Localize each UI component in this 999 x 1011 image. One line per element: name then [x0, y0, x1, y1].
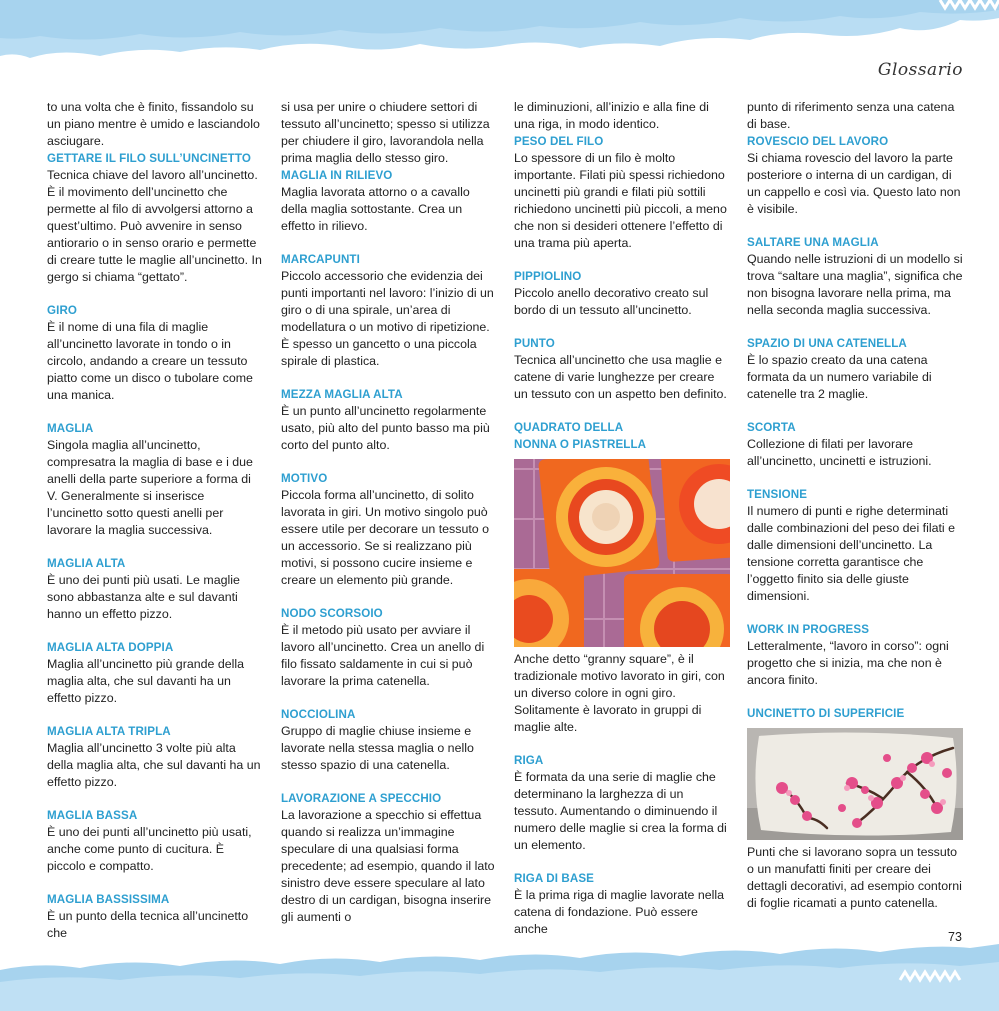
glossary-column-3 — [514, 99, 730, 954]
glossary-term: GETTARE IL FILO SULL’UNCINETTO — [47, 152, 251, 165]
glossary-entry — [514, 335, 730, 403]
glossary-entry — [747, 621, 963, 689]
glossary-term: MOTIVO — [281, 472, 328, 485]
glossary-definition: Lo spessore di un filo è molto importante. Filati più spessi richiedono uncinetti più grandi e filati più sottili richiedono uncinetti più piccoli, a meno che non si desideri ottenere l’effetto di una trama più aperta. — [514, 151, 727, 250]
glossary-entry — [281, 251, 495, 370]
glossary-definition: Piccolo anello decorativo creato sul bordo di un tessuto all’uncinetto. — [514, 286, 709, 317]
glossary-definition: È uno dei punti all’uncinetto più usati, anche come punto di cucitura. È piccolo e compatto. — [47, 825, 252, 873]
glossary-entry — [281, 790, 495, 926]
top-decorative-band — [0, 0, 999, 70]
glossary-term: RIGA DI BASE — [514, 872, 595, 885]
column-intro-text: punto di riferimento senza una catena di base. — [747, 100, 955, 131]
glossary-definition: Tecnica chiave del lavoro all’uncinetto. È il movimento dell’uncinetto che permette al filo di avvolgersi attorno a quest’ultimo. Può avvenire in senso antiorario o in senso orario e permette di creare tutte le maglie all’uncinetto. In gergo si chiama “gettato”. — [47, 168, 262, 284]
glossary-term: MAGLIA BASSA — [47, 809, 138, 822]
glossary-term: UNCINETTO DI SUPERFICIE — [747, 707, 905, 720]
glossary-entry — [747, 705, 963, 912]
glossary-entry — [281, 706, 495, 774]
bottom-decorative-band — [0, 940, 999, 1011]
column-intro-text: le diminuzioni, all’inizio e alla fine di una riga, in modo identico. — [514, 100, 709, 131]
glossary-entry — [747, 133, 963, 218]
glossary-definition: Quando nelle istruzioni di un modello si trova “saltare una maglia”, significa che non bisogna lavorare nella prima, ma nella seconda maglia successiva. — [747, 252, 963, 317]
glossary-entry — [47, 150, 263, 286]
glossary-term: MARCAPUNTI — [281, 253, 360, 266]
glossary-entry — [747, 335, 963, 403]
glossary-definition: La lavorazione a specchio si effettua quando si realizza un’immagine speculare di una qualsiasi forma precedente; ad esempio, quando il lato sinistro deve essere speculare al lato destro di un cardigan, bisogna inserire gli aumenti o — [281, 808, 495, 924]
glossary-entry — [747, 419, 963, 470]
column-intro-text: si usa per unire o chiudere settori di tessuto all’uncinetto; spesso si utilizza per chiudere il giro, lavorandola nella prima maglia dello stesso giro. — [281, 100, 490, 165]
glossary-term: TENSIONE — [747, 488, 808, 501]
embroidered-cushion-photo — [747, 728, 963, 840]
glossary-term: MAGLIA BASSISSIMA — [47, 893, 170, 906]
glossary-definition: Gruppo di maglie chiuse insieme e lavorate nella stessa maglia o nello stesso spazio di una catenella. — [281, 724, 474, 772]
glossary-term: RIGA — [514, 754, 544, 767]
glossary-definition: È formata da una serie di maglie che determinano la larghezza di un tessuto. Aumentando o diminuendo il numero delle maglie si crea la forma di un elemento. — [514, 770, 727, 852]
glossary-entry — [281, 386, 495, 454]
glossary-term: NODO SCORSOIO — [281, 607, 383, 620]
glossary-column-1 — [47, 99, 263, 958]
glossary-entry — [47, 420, 263, 539]
glossary-term: MAGLIA IN RILIEVO — [281, 169, 393, 182]
glossary-entry — [47, 639, 263, 707]
glossary-definition: Punti che si lavorano sopra un tessuto o un manufatti finiti per creare dei dettagli decorativi, ad esempio contorni di foglie ricamati a punto catenella. — [747, 845, 962, 910]
column-intro-text: to una volta che è finito, fissandolo su un piano mentre è umido e lasciandolo asciugare. — [47, 100, 260, 148]
glossary-definition: È uno dei punti più usati. Le maglie sono abbastanza alte e sul davanti hanno un effetto pizzo. — [47, 573, 240, 621]
glossary-entry — [514, 870, 730, 938]
glossary-definition: È lo spazio creato da una catena formata da un numero variabile di catenelle tra 2 maglie. — [747, 353, 932, 401]
glossary-term: MEZZA MAGLIA ALTA — [281, 388, 403, 401]
glossary-definition: Singola maglia all’uncinetto, compresatra la maglia di base e i due anelli della parte superiore a forma di V. Generalmente si inserisce l’uncinetto sotto questi anelli per lavorare la maglia successiva. — [47, 438, 253, 537]
page-number: 73 — [948, 930, 962, 944]
glossary-definition: Si chiama rovescio del lavoro la parte posteriore o interna di un cardigan, di un cappello e così via. Questo lato non è visibile. — [747, 151, 961, 216]
glossary-definition: Maglia lavorata attorno o a cavallo della maglia sottostante. Crea un effetto in rilievo. — [281, 185, 470, 233]
glossary-column-4 — [747, 99, 963, 928]
glossary-term: MAGLIA ALTA DOPPIA — [47, 641, 174, 654]
glossary-entry — [47, 723, 263, 791]
glossary-term: MAGLIA ALTA — [47, 557, 126, 570]
glossary-term: GIRO — [47, 304, 78, 317]
glossary-definition: È un punto all’uncinetto regolarmente usato, più alto del punto basso ma più corto del punto alto. — [281, 404, 490, 452]
glossary-column-2 — [281, 99, 495, 942]
glossary-entry — [747, 486, 963, 605]
glossary-definition: Piccola forma all’uncinetto, di solito lavorata in giri. Un motivo singolo può essere utile per decorare un tessuto o un accessorio. Se si realizzano più motivi, si possono cucire insieme e creare un elemento più grande. — [281, 488, 490, 587]
glossary-term: WORK IN PROGRESS — [747, 623, 870, 636]
glossary-term: QUADRATO DELLA NONNA O PIASTRELLA — [514, 421, 647, 451]
glossary-definition: Maglia all’uncinetto più grande della maglia alta, che sul davanti ha un effetto pizzo. — [47, 657, 245, 705]
glossary-entry — [514, 133, 730, 252]
glossary-definition: Il numero di punti e righe determinati dalle combinazioni del peso dei filati e dalle dimensioni dell’uncinetto. La tensione corretta garantisce che l’oggetto finito sia delle giuste dimensioni. — [747, 504, 956, 603]
glossary-definition: Collezione di filati per lavorare all’uncinetto, uncinetti e istruzioni. — [747, 437, 932, 468]
glossary-entry — [514, 752, 730, 854]
glossary-entry — [514, 419, 730, 736]
glossary-definition: È la prima riga di maglie lavorate nella catena di fondazione. Può essere anche — [514, 888, 725, 936]
granny-square-photo — [514, 459, 730, 647]
glossary-entry — [47, 807, 263, 875]
section-title: Glossario — [877, 60, 963, 80]
glossary-entry — [47, 891, 263, 942]
glossary-entry — [281, 470, 495, 589]
glossary-definition: Anche detto “granny square”, è il tradizionale motivo lavorato in giri, con un diverso colore in ogni giro. Solitamente è lavorato in gruppi di maglie alte. — [514, 652, 725, 734]
glossary-term: SALTARE UNA MAGLIA — [747, 236, 879, 249]
glossary-term: PUNTO — [514, 337, 555, 350]
glossary-term: NOCCIOLINA — [281, 708, 356, 721]
glossary-entry — [47, 555, 263, 623]
glossary-entry — [281, 167, 495, 235]
glossary-term: ROVESCIO DEL LAVORO — [747, 135, 889, 148]
glossary-entry — [514, 268, 730, 319]
glossary-term: PESO DEL FILO — [514, 135, 604, 148]
glossary-definition: È il nome di una fila di maglie all’uncinetto lavorate in tondo o in circolo, andando a creare un tessuto piatto come un disco o tubolare come una manica. — [47, 320, 253, 402]
glossary-term: MAGLIA — [47, 422, 94, 435]
glossary-term: LAVORAZIONE A SPECCHIO — [281, 792, 442, 805]
glossary-term: PIPPIOLINO — [514, 270, 582, 283]
glossary-term: MAGLIA ALTA TRIPLA — [47, 725, 171, 738]
glossary-definition: È il metodo più usato per avviare il lavoro all’uncinetto. Crea un anello di filo fissato saldamente in cui si può lavorare la prima catenella. — [281, 623, 485, 688]
glossary-entry — [747, 234, 963, 319]
glossary-entry — [281, 605, 495, 690]
glossary-term: SCORTA — [747, 421, 796, 434]
glossary-definition: Letteralmente, “lavoro in corso”: ogni progetto che si inizia, ma che non è ancora finito. — [747, 639, 949, 687]
glossary-definition: Tecnica all’uncinetto che usa maglie e catene di varie lunghezze per creare un tessuto con un aspetto ben definito. — [514, 353, 727, 401]
glossary-definition: È un punto della tecnica all’uncinetto che — [47, 909, 249, 940]
glossary-term: SPAZIO DI UNA CATENELLA — [747, 337, 907, 350]
glossary-entry — [47, 302, 263, 404]
glossary-definition: Piccolo accessorio che evidenzia dei punti importanti nel lavoro: l’inizio di un giro o di una spirale, un’area di modellatura o un motivo di ripetizione. È spesso un gancetto o una piccola spirale di plastica. — [281, 269, 494, 368]
glossary-definition: Maglia all’uncinetto 3 volte più alta della maglia alta, che sul davanti ha un effetto pizzo. — [47, 741, 261, 789]
